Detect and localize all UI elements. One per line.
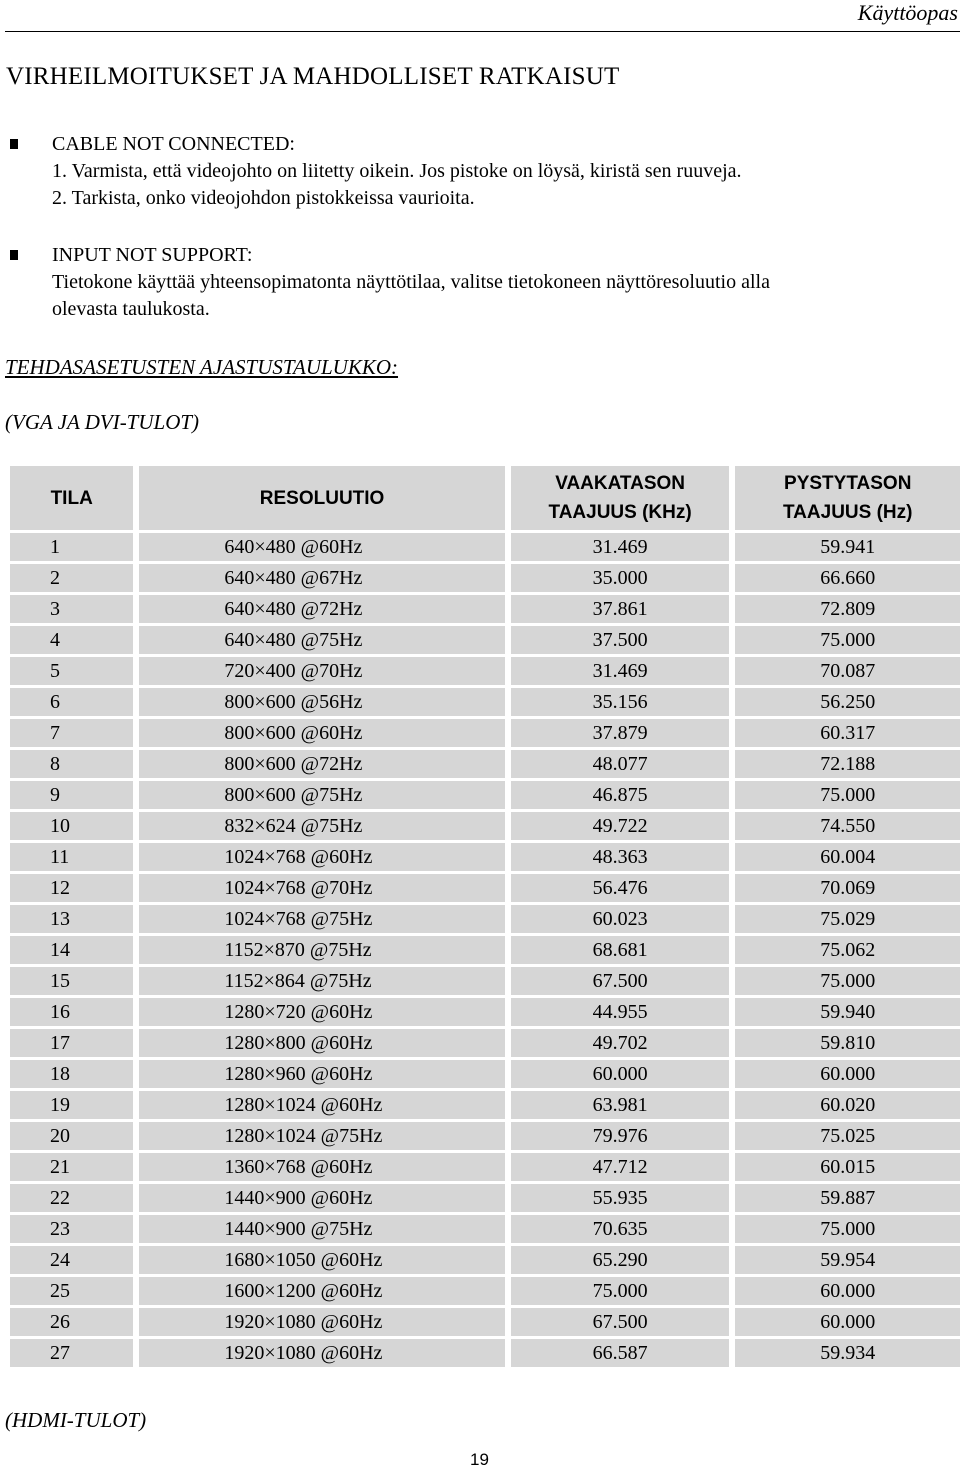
- cell-resoluutio: 800×600 @75Hz: [139, 778, 510, 809]
- cell-pystytaso: 60.000: [735, 1274, 960, 1305]
- table-header-row: [10, 466, 960, 530]
- cell-pystytaso: 66.660: [735, 561, 960, 592]
- cell-pystytaso: 75.062: [735, 933, 960, 964]
- cell-vaakataso: 60.000: [511, 1057, 736, 1088]
- cell-resoluutio: 1152×870 @75Hz: [139, 933, 510, 964]
- cell-vaakataso: 55.935: [511, 1181, 736, 1212]
- cell-vaakataso: 49.722: [511, 809, 736, 840]
- table-row: [10, 1181, 960, 1212]
- page-number: 19: [470, 1450, 489, 1469]
- cell-vaakataso: 31.469: [511, 654, 736, 685]
- table-row: [10, 1336, 960, 1367]
- cell-resoluutio: 1680×1050 @60Hz: [139, 1243, 510, 1274]
- cell-vaakataso: 70.635: [511, 1212, 736, 1243]
- cell-pystytaso: 70.069: [735, 871, 960, 902]
- cell-tila: 9: [10, 778, 139, 809]
- cell-tila: 19: [10, 1088, 139, 1119]
- cable-line-1: 1. Varmista, että videojohto on liitetty oikein. Jos pistoke on löysä, kiristä sen ruuveja.: [52, 160, 742, 182]
- cell-tila: 20: [10, 1119, 139, 1150]
- cell-resoluutio: 640×480 @60Hz: [139, 530, 510, 561]
- cell-vaakataso: 37.879: [511, 716, 736, 747]
- table-row: [10, 1212, 960, 1243]
- cell-vaakataso: 65.290: [511, 1243, 736, 1274]
- cell-tila: 16: [10, 995, 139, 1026]
- cell-pystytaso: 59.887: [735, 1181, 960, 1212]
- cell-vaakataso: 67.500: [511, 964, 736, 995]
- table-row: [10, 1274, 960, 1305]
- cell-tila: 12: [10, 871, 139, 902]
- cell-vaakataso: 60.023: [511, 902, 736, 933]
- cell-resoluutio: 1280×1024 @60Hz: [139, 1088, 510, 1119]
- cell-pystytaso: 60.000: [735, 1057, 960, 1088]
- cell-tila: 13: [10, 902, 139, 933]
- cell-tila: 7: [10, 716, 139, 747]
- cell-tila: 11: [10, 840, 139, 871]
- cell-pystytaso: 72.188: [735, 747, 960, 778]
- cell-tila: 10: [10, 809, 139, 840]
- cell-pystytaso: 70.087: [735, 654, 960, 685]
- hdmi-heading: (HDMI-TULOT): [5, 1408, 147, 1432]
- cell-tila: 21: [10, 1150, 139, 1181]
- input-heading: INPUT NOT SUPPORT:: [52, 244, 253, 266]
- cell-pystytaso: 60.004: [735, 840, 960, 871]
- vga-heading: (VGA JA DVI-TULOT): [5, 410, 200, 434]
- cell-resoluutio: 1600×1200 @60Hz: [139, 1274, 510, 1305]
- cell-vaakataso: 48.077: [511, 747, 736, 778]
- cell-tila: 18: [10, 1057, 139, 1088]
- cell-resoluutio: 800×600 @56Hz: [139, 685, 510, 716]
- cable-heading: CABLE NOT CONNECTED:: [52, 133, 295, 155]
- table-row: [10, 1150, 960, 1181]
- table-row: [10, 840, 960, 871]
- cell-resoluutio: 1024×768 @75Hz: [139, 902, 510, 933]
- cell-tila: 1: [10, 530, 139, 561]
- cell-vaakataso: 75.000: [511, 1274, 736, 1305]
- bullet-square-icon: [10, 250, 18, 260]
- cell-vaakataso: 31.469: [511, 530, 736, 561]
- cable-line-2: 2. Tarkista, onko videojohdon pistokkeissa vaurioita.: [52, 187, 475, 209]
- cell-resoluutio: 1024×768 @60Hz: [139, 840, 510, 871]
- cell-pystytaso: 59.934: [735, 1336, 960, 1367]
- cell-tila: 8: [10, 747, 139, 778]
- cell-tila: 23: [10, 1212, 139, 1243]
- input-line-1: Tietokone käyttää yhteensopimatonta näyttötilaa, valitse tietokoneen näyttöresoluutio alla: [52, 271, 770, 293]
- cell-tila: 25: [10, 1274, 139, 1305]
- header-resoluutio: RESOLUUTIO: [139, 466, 510, 530]
- table-row: [10, 902, 960, 933]
- cell-tila: 22: [10, 1181, 139, 1212]
- cell-vaakataso: 49.702: [511, 1026, 736, 1057]
- cell-resoluutio: 832×624 @75Hz: [139, 809, 510, 840]
- cell-resoluutio: 640×480 @67Hz: [139, 561, 510, 592]
- cell-vaakataso: 63.981: [511, 1088, 736, 1119]
- table-row: [10, 747, 960, 778]
- cell-pystytaso: 72.809: [735, 592, 960, 623]
- table-row: [10, 1026, 960, 1057]
- table-row: [10, 623, 960, 654]
- table-row: [10, 654, 960, 685]
- cell-vaakataso: 79.976: [511, 1119, 736, 1150]
- cell-tila: 2: [10, 561, 139, 592]
- table-row: [10, 1243, 960, 1274]
- cell-resoluutio: 1280×1024 @75Hz: [139, 1119, 510, 1150]
- cell-resoluutio: 800×600 @60Hz: [139, 716, 510, 747]
- cell-resoluutio: 1920×1080 @60Hz: [139, 1305, 510, 1336]
- cell-pystytaso: 75.000: [735, 623, 960, 654]
- cell-vaakataso: 46.875: [511, 778, 736, 809]
- cell-pystytaso: 59.940: [735, 995, 960, 1026]
- cell-tila: 3: [10, 592, 139, 623]
- cell-tila: 14: [10, 933, 139, 964]
- cell-pystytaso: 75.000: [735, 964, 960, 995]
- cell-tila: 26: [10, 1305, 139, 1336]
- cell-pystytaso: 60.015: [735, 1150, 960, 1181]
- table-row: [10, 592, 960, 623]
- table-row: [10, 1305, 960, 1336]
- cell-tila: 6: [10, 685, 139, 716]
- cell-pystytaso: 60.020: [735, 1088, 960, 1119]
- table-body: [10, 530, 960, 1367]
- header-tila: TILA: [10, 466, 139, 530]
- cell-tila: 4: [10, 623, 139, 654]
- header-pystytaso: PYSTYTASON TAAJUUS (Hz): [735, 466, 960, 530]
- bullet-square-icon: [10, 139, 18, 149]
- cell-tila: 15: [10, 964, 139, 995]
- header-title: Käyttöopas: [857, 0, 958, 25]
- cell-pystytaso: 75.000: [735, 778, 960, 809]
- cell-vaakataso: 44.955: [511, 995, 736, 1026]
- table-row: [10, 778, 960, 809]
- table-row: [10, 1119, 960, 1150]
- timing-heading: TEHDASASETUSTEN AJASTUSTAULUKKO:: [5, 355, 399, 379]
- cell-pystytaso: 56.250: [735, 685, 960, 716]
- cell-resoluutio: 1440×900 @60Hz: [139, 1181, 510, 1212]
- cell-tila: 5: [10, 654, 139, 685]
- cell-resoluutio: 1280×720 @60Hz: [139, 995, 510, 1026]
- table-row: [10, 561, 960, 592]
- input-line-2: olevasta taulukosta.: [52, 298, 210, 320]
- cell-vaakataso: 66.587: [511, 1336, 736, 1367]
- cell-pystytaso: 75.000: [735, 1212, 960, 1243]
- main-title: VIRHEILMOITUKSET JA MAHDOLLISET RATKAISUT: [6, 63, 620, 90]
- cell-resoluutio: 1152×864 @75Hz: [139, 964, 510, 995]
- cell-pystytaso: 60.317: [735, 716, 960, 747]
- cell-vaakataso: 48.363: [511, 840, 736, 871]
- cell-tila: 17: [10, 1026, 139, 1057]
- cell-vaakataso: 37.500: [511, 623, 736, 654]
- cell-resoluutio: 1280×960 @60Hz: [139, 1057, 510, 1088]
- cell-vaakataso: 56.476: [511, 871, 736, 902]
- cell-tila: 27: [10, 1336, 139, 1367]
- cell-vaakataso: 68.681: [511, 933, 736, 964]
- cell-resoluutio: 1920×1080 @60Hz: [139, 1336, 510, 1367]
- cell-pystytaso: 74.550: [735, 809, 960, 840]
- cell-pystytaso: 59.954: [735, 1243, 960, 1274]
- header-rule: [5, 31, 960, 32]
- cell-vaakataso: 35.000: [511, 561, 736, 592]
- cell-pystytaso: 60.000: [735, 1305, 960, 1336]
- table-row: [10, 685, 960, 716]
- table-row: [10, 1088, 960, 1119]
- cell-vaakataso: 67.500: [511, 1305, 736, 1336]
- table-row: [10, 809, 960, 840]
- timing-table: [10, 466, 960, 1367]
- cell-resoluutio: 800×600 @72Hz: [139, 747, 510, 778]
- table-row: [10, 871, 960, 902]
- table-row: [10, 933, 960, 964]
- table-row: [10, 716, 960, 747]
- cell-pystytaso: 59.810: [735, 1026, 960, 1057]
- table-row: [10, 530, 960, 561]
- cell-vaakataso: 47.712: [511, 1150, 736, 1181]
- cell-tila: 24: [10, 1243, 139, 1274]
- cell-pystytaso: 75.029: [735, 902, 960, 933]
- cell-pystytaso: 75.025: [735, 1119, 960, 1150]
- cell-resoluutio: 640×480 @72Hz: [139, 592, 510, 623]
- table-row: [10, 964, 960, 995]
- table-row: [10, 1057, 960, 1088]
- table-row: [10, 995, 960, 1026]
- cell-resoluutio: 1360×768 @60Hz: [139, 1150, 510, 1181]
- cell-vaakataso: 35.156: [511, 685, 736, 716]
- cell-resoluutio: 1280×800 @60Hz: [139, 1026, 510, 1057]
- header-vaakataso: VAAKATASON TAAJUUS (KHz): [511, 466, 736, 530]
- cell-resoluutio: 640×480 @75Hz: [139, 623, 510, 654]
- cell-pystytaso: 59.941: [735, 530, 960, 561]
- cell-resoluutio: 720×400 @70Hz: [139, 654, 510, 685]
- cell-resoluutio: 1440×900 @75Hz: [139, 1212, 510, 1243]
- cell-vaakataso: 37.861: [511, 592, 736, 623]
- cell-resoluutio: 1024×768 @70Hz: [139, 871, 510, 902]
